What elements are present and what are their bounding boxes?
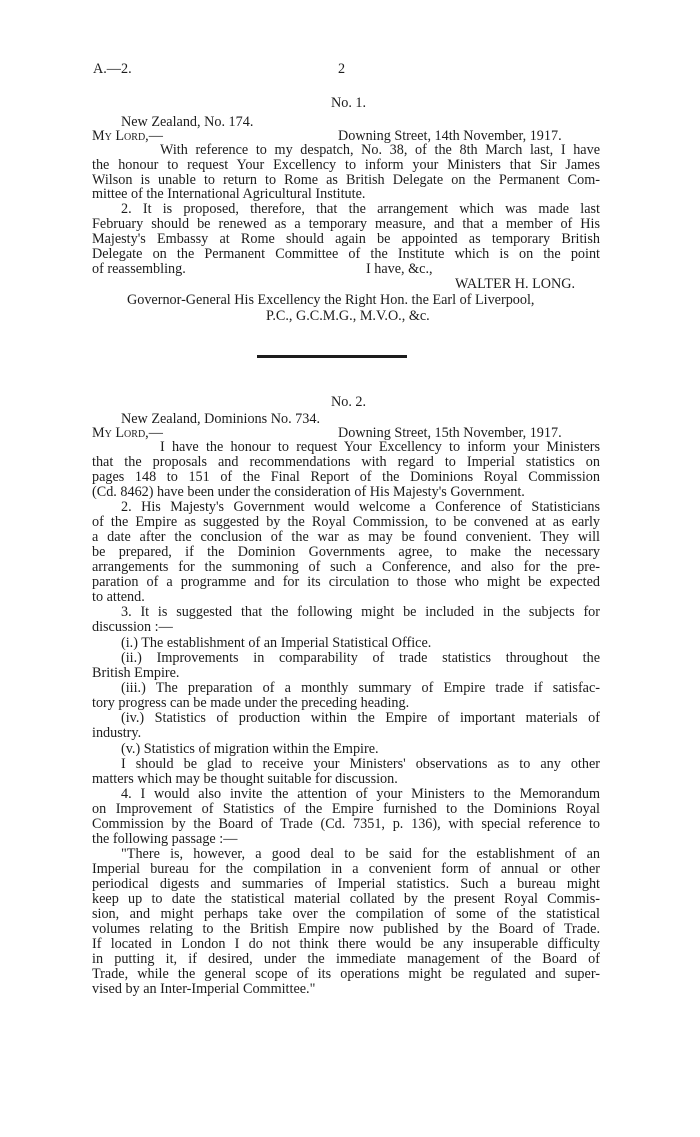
quotation-line: "There is, however, a good deal to be said for the establishment of an bbox=[121, 846, 600, 862]
letter-2-line: paration of a programme and for its circulation to those who might be expected bbox=[92, 574, 600, 590]
list-item: (iv.) Statistics of production within the Empire of important materials of bbox=[121, 710, 600, 726]
list-item-continuation: industry. bbox=[92, 725, 142, 741]
letter-2-line: discussion :— bbox=[92, 619, 173, 635]
letter-2-number: No. 2. bbox=[331, 394, 367, 410]
letter-2-line: Commission by the Board of Trade (Cd. 7351, p. 136), with special reference to bbox=[92, 816, 600, 832]
letter-1-closing: I have, &c., bbox=[366, 261, 433, 277]
letter-2-line: be prepared, if the Dominion Governments agree, to make the necessary bbox=[92, 544, 600, 560]
letter-1-salutation: My Lord,— bbox=[92, 128, 163, 144]
letter-2-line: arrangements for the summoning of such a Conference, and also for the pre- bbox=[92, 559, 600, 575]
letter-2-line: to attend. bbox=[92, 589, 145, 605]
letter-1-line: February should be renewed as a temporary measure, and that a member of His bbox=[92, 216, 600, 232]
quotation-line: Imperial bureau for the compilation in a convenient form of annual or other bbox=[92, 861, 600, 877]
list-item: (iii.) The preparation of a monthly summary of Empire trade if satisfac- bbox=[121, 680, 600, 696]
letter-1-signature: WALTER H. LONG. bbox=[455, 276, 576, 292]
list-item: (ii.) Improvements in comparability of trade statistics throughout the bbox=[121, 650, 600, 666]
letter-2-line: on Improvement of Statistics of the Empire furnished to the Dominions Royal bbox=[92, 801, 600, 817]
letter-2-line: pages 148 to 151 of the Final Report of the Dominions Royal Commission bbox=[92, 469, 600, 485]
quotation-line: vised by an Inter-Imperial Committee." bbox=[92, 981, 316, 997]
quotation-line: keep up to date the statistical material collated by the present Royal Commis- bbox=[92, 891, 600, 907]
letter-1-line: mittee of the International Agricultural Institute. bbox=[92, 186, 366, 202]
letter-2-line: I should be glad to receive your Ministers' observations as to any other bbox=[121, 756, 600, 772]
letter-1-line: With reference to my despatch, No. 38, of the 8th March last, I have bbox=[160, 142, 600, 158]
letter-1-line: Majesty's Embassy at Rome should again be appointed as temporary British bbox=[92, 231, 600, 247]
quotation-line: If located in London I do not think there would be any insuperable difficulty bbox=[92, 936, 600, 952]
letter-2-line: (Cd. 8462) have been under the consideration of His Majesty's Government. bbox=[92, 484, 525, 500]
letter-2-salutation: My Lord,— bbox=[92, 425, 163, 441]
quotation-line: in putting it, if desired, under the immediate management of the Board of bbox=[92, 951, 600, 967]
letter-1-line: Wilson is unable to return to Rome as British Delegate on the Permanent Com- bbox=[92, 172, 600, 188]
letter-1-line: of reassembling. bbox=[92, 261, 186, 277]
letter-2-line: a date after the conclusion of the war as may be found convenient. They will bbox=[92, 529, 600, 545]
letter-2-line: I have the honour to request Your Excellency to inform your Ministers bbox=[160, 439, 600, 455]
quotation-line: Trade, while the general scope of its operations might be regulated and super- bbox=[92, 966, 600, 982]
letter-2-line: of the Empire as suggested by the Royal Commission, to be convened at as early bbox=[92, 514, 600, 530]
list-item: (v.) Statistics of migration within the Empire. bbox=[121, 741, 379, 757]
letter-2-place-date: Downing Street, 15th November, 1917. bbox=[338, 425, 562, 441]
letter-2-line: that the proposals and recommendations with regard to Imperial statistics on bbox=[92, 454, 600, 470]
list-item-continuation: tory progress can be made under the preceding heading. bbox=[92, 695, 410, 711]
section-divider bbox=[257, 355, 407, 358]
letter-1-place-date: Downing Street, 14th November, 1917. bbox=[338, 128, 562, 144]
letter-1-line: Delegate on the Permanent Committee of the Institute which is on the point bbox=[92, 246, 600, 262]
letter-2-line: 2. His Majesty's Government would welcome a Conference of Statisticians bbox=[121, 499, 600, 515]
letter-1-from: New Zealand, No. 174. bbox=[121, 114, 254, 130]
letter-2-line: matters which may be thought suitable for discussion. bbox=[92, 771, 398, 787]
list-item-continuation: British Empire. bbox=[92, 665, 180, 681]
letter-1-line: the honour to request Your Excellency to inform your Ministers that Sir James bbox=[92, 157, 600, 173]
letter-1-addressee-titles: P.C., G.C.M.G., M.V.O., &c. bbox=[266, 308, 430, 324]
letter-1-line: 2. It is proposed, therefore, that the arrangement which was made last bbox=[121, 201, 600, 217]
letter-1-addressee: Governor-General His Excellency the Right Hon. the Earl of Liverpool, bbox=[127, 292, 535, 308]
list-item: (i.) The establishment of an Imperial Statistical Office. bbox=[121, 635, 432, 651]
quotation-line: sion, and might perhaps take over the compilation of some of the statistical bbox=[92, 906, 600, 922]
document-reference: A.—2. bbox=[93, 61, 132, 77]
letter-2-line: 3. It is suggested that the following might be included in the subjects for bbox=[121, 604, 600, 620]
letter-2-from: New Zealand, Dominions No. 734. bbox=[121, 411, 320, 427]
page-number: 2 bbox=[338, 61, 346, 77]
letter-1-number: No. 1. bbox=[331, 95, 367, 111]
quotation-line: periodical digests and summaries of Imperial statistics. Such a bureau might bbox=[92, 876, 600, 892]
letter-2-line: 4. I would also invite the attention of your Ministers to the Memorandum bbox=[121, 786, 600, 802]
letter-2-line: the following passage :— bbox=[92, 831, 238, 847]
quotation-line: volumes relating to the British Empire now published by the Board of Trade. bbox=[92, 921, 600, 937]
